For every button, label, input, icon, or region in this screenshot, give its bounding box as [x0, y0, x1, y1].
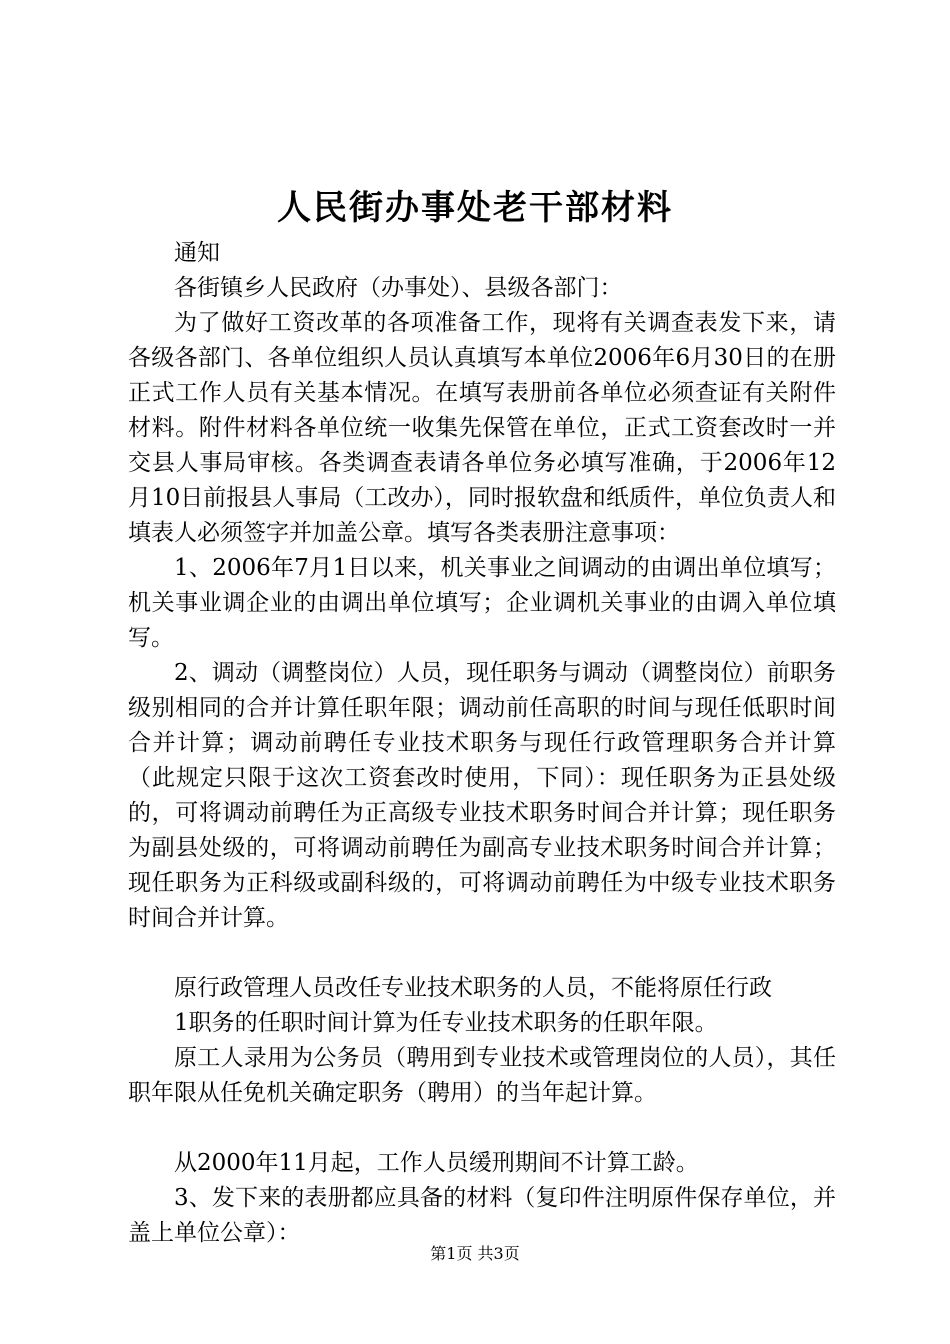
paragraph-intro: 为了做好工资改革的各项准备工作，现将有关调查表发下来，请各级各部门、各单位组织人员认真填写本单位2006年6月30日的在册正式工作人员有关基本情况。在填写表册前各单位必须查证有关附件材料。附件材料各单位统一收集先保管在单位，正式工资套改时一并交县人事局审核。各类调查表请各单位务必填写准确，于2006年12月10日前报县人事局（工改办），同时报软盘和纸质件，单位负责人和填表人必须签字并加盖公章。填写各类表册注意事项： — [128, 310, 836, 546]
paragraph-admin-staff-cont: 1职务的任职时间计算为任专业技术职务的任职年限。 — [174, 1010, 718, 1036]
paragraph-notice-label: 通知 — [174, 240, 220, 266]
paragraph-addressee: 各街镇乡人民政府（办事处）、县级各部门： — [174, 275, 623, 301]
paragraph-probation: 从2000年11月起，工作人员缓刑期间不计算工龄。 — [174, 1150, 699, 1176]
page-footer: 第1页 共3页 — [430, 1244, 520, 1263]
paragraph-admin-staff: 原行政管理人员改任专业技术职务的人员，不能将原任行政 — [174, 975, 772, 1001]
document-title: 人民街办事处老干部材料 — [277, 188, 673, 228]
document-body — [128, 236, 836, 1251]
paragraph-item-2: 2、调动（调整岗位）人员，现任职务与调动（调整岗位）前职务级别相同的合并计算任职年限；调动前任高职的时间与现任低职时间合并计算；调动前聘任专业技术职务与现任行政管理职务合并计算（此规定只限于这次工资套改时使用，下同）：现任职务为正县处级的，可将调动前聘任为正高级专业技术职务时间合并计算；现任职务为副县处级的，可将调动前聘任为副高专业技术职务时间合并计算；现任职务为正科级或副科级的，可将调动前聘任为中级专业技术职务时间合并计算。 — [128, 660, 836, 931]
paragraph-spacer — [128, 1111, 836, 1146]
paragraph-workers: 原工人录用为公务员（聘用到专业技术或管理岗位的人员），其任职年限从任免机关确定职务（聘用）的当年起计算。 — [128, 1045, 836, 1106]
paragraph-spacer — [128, 936, 836, 971]
paragraph-item-3: 3、发下来的表册都应具备的材料（复印件注明原件保存单位，并盖上单位公章）： — [128, 1185, 836, 1246]
paragraph-item-1: 1、2006年7月1日以来，机关事业之间调动的由调出单位填写；机关事业调企业的由调出单位填写；企业调机关事业的由调入单位填写。 — [128, 555, 836, 651]
